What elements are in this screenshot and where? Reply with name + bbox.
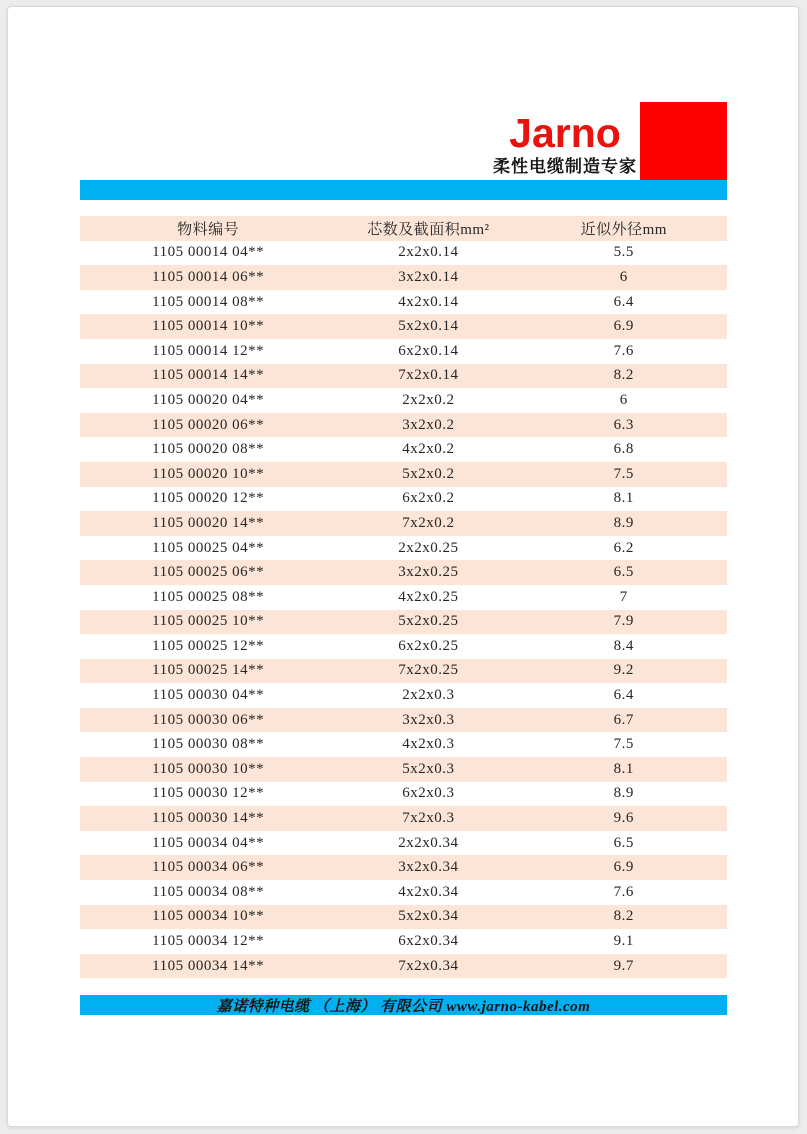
footer-bar	[80, 995, 727, 1015]
outer-diameter-cell: 6.2	[613, 539, 634, 556]
material-number-cell: 1105 00030 04**	[152, 687, 265, 704]
material-number-cell: 1105 00030 12**	[152, 785, 265, 802]
cores-cross-section-cell: 3x2x0.3	[402, 711, 455, 728]
table-row	[80, 339, 727, 364]
table-row	[80, 683, 727, 708]
table-row	[80, 831, 727, 856]
logo-text-group	[493, 102, 637, 180]
table-row	[80, 437, 727, 462]
outer-diameter-cell: 8.1	[613, 490, 634, 507]
outer-diameter-cell: 7.6	[613, 883, 634, 900]
outer-diameter-cell: 6.9	[613, 859, 634, 876]
cores-cross-section-cell: 4x2x0.3	[402, 736, 455, 753]
material-number-cell: 1105 00025 12**	[152, 637, 265, 654]
material-number-cell: 1105 00014 06**	[152, 268, 265, 285]
material-number-cell: 1105 00030 14**	[152, 810, 265, 827]
brand-wordmark: Jarno	[509, 110, 621, 156]
column-header-approx-outer-diameter: 近似外径mm	[580, 221, 667, 238]
cores-cross-section-cell: 7x2x0.14	[398, 367, 459, 384]
table-row	[80, 732, 727, 757]
table-row	[80, 880, 727, 905]
material-number-cell: 1105 00030 10**	[152, 760, 265, 777]
cores-cross-section-cell: 2x2x0.2	[402, 391, 455, 408]
table-row	[80, 290, 727, 315]
cores-cross-section-cell: 3x2x0.34	[398, 859, 459, 876]
outer-diameter-cell: 6	[619, 268, 628, 285]
material-number-cell: 1105 00030 08**	[152, 736, 265, 753]
outer-diameter-cell: 6.5	[613, 834, 634, 851]
outer-diameter-cell: 9.1	[613, 933, 634, 950]
document-page	[7, 6, 799, 1127]
brand-tagline: 柔性电缆制造专家	[493, 157, 637, 176]
table-row	[80, 659, 727, 684]
material-number-cell: 1105 00014 08**	[152, 293, 265, 310]
table-row	[80, 388, 727, 413]
outer-diameter-cell: 6.5	[613, 564, 634, 581]
footer-company-text: 嘉诺特种电缆 （上海） 有限公司 www.jarno-kabel.com	[216, 998, 591, 1015]
cores-cross-section-cell: 5x2x0.25	[398, 613, 459, 630]
cores-cross-section-cell: 4x2x0.14	[398, 293, 459, 310]
material-number-cell: 1105 00020 04**	[152, 391, 265, 408]
table-row	[80, 929, 727, 954]
cores-cross-section-cell: 6x2x0.14	[398, 342, 459, 359]
table-row	[80, 782, 727, 807]
material-number-cell: 1105 00025 04**	[152, 539, 265, 556]
table-row	[80, 585, 727, 610]
outer-diameter-cell: 6	[619, 391, 628, 408]
outer-diameter-cell: 7.9	[613, 613, 634, 630]
outer-diameter-cell: 8.4	[613, 637, 634, 654]
material-number-cell: 1105 00020 12**	[152, 490, 265, 507]
outer-diameter-cell: 6.3	[613, 416, 634, 433]
table-row	[80, 708, 727, 733]
cores-cross-section-cell: 5x2x0.3	[402, 760, 455, 777]
column-header-material-number: 物料编号	[177, 221, 240, 238]
outer-diameter-cell: 6.7	[613, 711, 634, 728]
table-row	[80, 560, 727, 585]
material-number-cell: 1105 00034 14**	[152, 957, 265, 974]
cores-cross-section-cell: 7x2x0.34	[398, 957, 459, 974]
cores-cross-section-cell: 2x2x0.14	[398, 244, 459, 261]
cores-cross-section-cell: 6x2x0.34	[398, 933, 459, 950]
cores-cross-section-cell: 6x2x0.2	[402, 490, 455, 507]
material-number-cell: 1105 00034 04**	[152, 834, 265, 851]
table-row	[80, 954, 727, 979]
material-number-cell: 1105 00020 06**	[152, 416, 265, 433]
outer-diameter-cell: 6.4	[613, 293, 634, 310]
outer-diameter-cell: 7.6	[613, 342, 634, 359]
table-row	[80, 314, 727, 339]
table-row	[80, 634, 727, 659]
cores-cross-section-cell: 3x2x0.14	[398, 268, 459, 285]
outer-diameter-cell: 9.7	[613, 957, 634, 974]
material-number-cell: 1105 00034 08**	[152, 883, 265, 900]
logo-header	[80, 102, 727, 180]
cores-cross-section-cell: 3x2x0.2	[402, 416, 455, 433]
material-number-cell: 1105 00014 12**	[152, 342, 265, 359]
outer-diameter-cell: 6.4	[613, 687, 634, 704]
outer-diameter-cell: 9.6	[613, 810, 634, 827]
table-row	[80, 265, 727, 290]
table-row	[80, 241, 727, 266]
outer-diameter-cell: 9.2	[613, 662, 634, 679]
outer-diameter-cell: 8.2	[613, 367, 634, 384]
table-row	[80, 905, 727, 930]
material-number-cell: 1105 00014 14**	[152, 367, 265, 384]
material-number-cell: 1105 00034 10**	[152, 908, 265, 925]
cores-cross-section-cell: 3x2x0.25	[398, 564, 459, 581]
table-row	[80, 855, 727, 880]
outer-diameter-cell: 8.9	[613, 514, 634, 531]
material-number-cell: 1105 00025 14**	[152, 662, 265, 679]
material-number-cell: 1105 00020 14**	[152, 514, 265, 531]
cores-cross-section-cell: 2x2x0.25	[398, 539, 459, 556]
material-number-cell: 1105 00025 10**	[152, 613, 265, 630]
outer-diameter-cell: 5.5	[613, 244, 634, 261]
cores-cross-section-cell: 6x2x0.25	[398, 637, 459, 654]
outer-diameter-cell: 7.5	[613, 736, 634, 753]
outer-diameter-cell: 6.8	[613, 441, 634, 458]
cores-cross-section-cell: 2x2x0.3	[402, 687, 455, 704]
cores-cross-section-cell: 5x2x0.34	[398, 908, 459, 925]
spec-table-body	[80, 241, 727, 979]
outer-diameter-cell: 8.9	[613, 785, 634, 802]
table-row	[80, 413, 727, 438]
cores-cross-section-cell: 5x2x0.2	[402, 465, 455, 482]
table-row	[80, 364, 727, 389]
cores-cross-section-cell: 4x2x0.34	[398, 883, 459, 900]
material-number-cell: 1105 00030 06**	[152, 711, 265, 728]
spec-table	[80, 216, 727, 978]
cores-cross-section-cell: 7x2x0.2	[402, 514, 455, 531]
material-number-cell: 1105 00025 08**	[152, 588, 265, 605]
table-row	[80, 757, 727, 782]
material-number-cell: 1105 00034 12**	[152, 933, 265, 950]
outer-diameter-cell: 7.5	[613, 465, 634, 482]
cores-cross-section-cell: 5x2x0.14	[398, 318, 459, 335]
table-row	[80, 487, 727, 512]
table-row	[80, 806, 727, 831]
cores-cross-section-cell: 6x2x0.3	[402, 785, 455, 802]
logo-red-square	[640, 102, 727, 180]
cores-cross-section-cell: 4x2x0.2	[402, 441, 455, 458]
cores-cross-section-cell: 2x2x0.34	[398, 834, 459, 851]
table-row	[80, 511, 727, 536]
material-number-cell: 1105 00014 10**	[152, 318, 265, 335]
outer-diameter-cell: 6.9	[613, 318, 634, 335]
table-row	[80, 610, 727, 635]
material-number-cell: 1105 00025 06**	[152, 564, 265, 581]
header-divider-bar	[80, 180, 727, 200]
material-number-cell: 1105 00014 04**	[152, 244, 265, 261]
cores-cross-section-cell: 4x2x0.25	[398, 588, 459, 605]
material-number-cell: 1105 00034 06**	[152, 859, 265, 876]
material-number-cell: 1105 00020 10**	[152, 465, 265, 482]
table-header-row	[80, 216, 727, 241]
outer-diameter-cell: 8.1	[613, 760, 634, 777]
outer-diameter-cell: 8.2	[613, 908, 634, 925]
cores-cross-section-cell: 7x2x0.3	[402, 810, 455, 827]
cores-cross-section-cell: 7x2x0.25	[398, 662, 459, 679]
material-number-cell: 1105 00020 08**	[152, 441, 265, 458]
outer-diameter-cell: 7	[619, 588, 628, 605]
table-row	[80, 462, 727, 487]
column-header-cores-cross-section: 芯数及截面积mm²	[367, 221, 490, 238]
table-row	[80, 536, 727, 561]
